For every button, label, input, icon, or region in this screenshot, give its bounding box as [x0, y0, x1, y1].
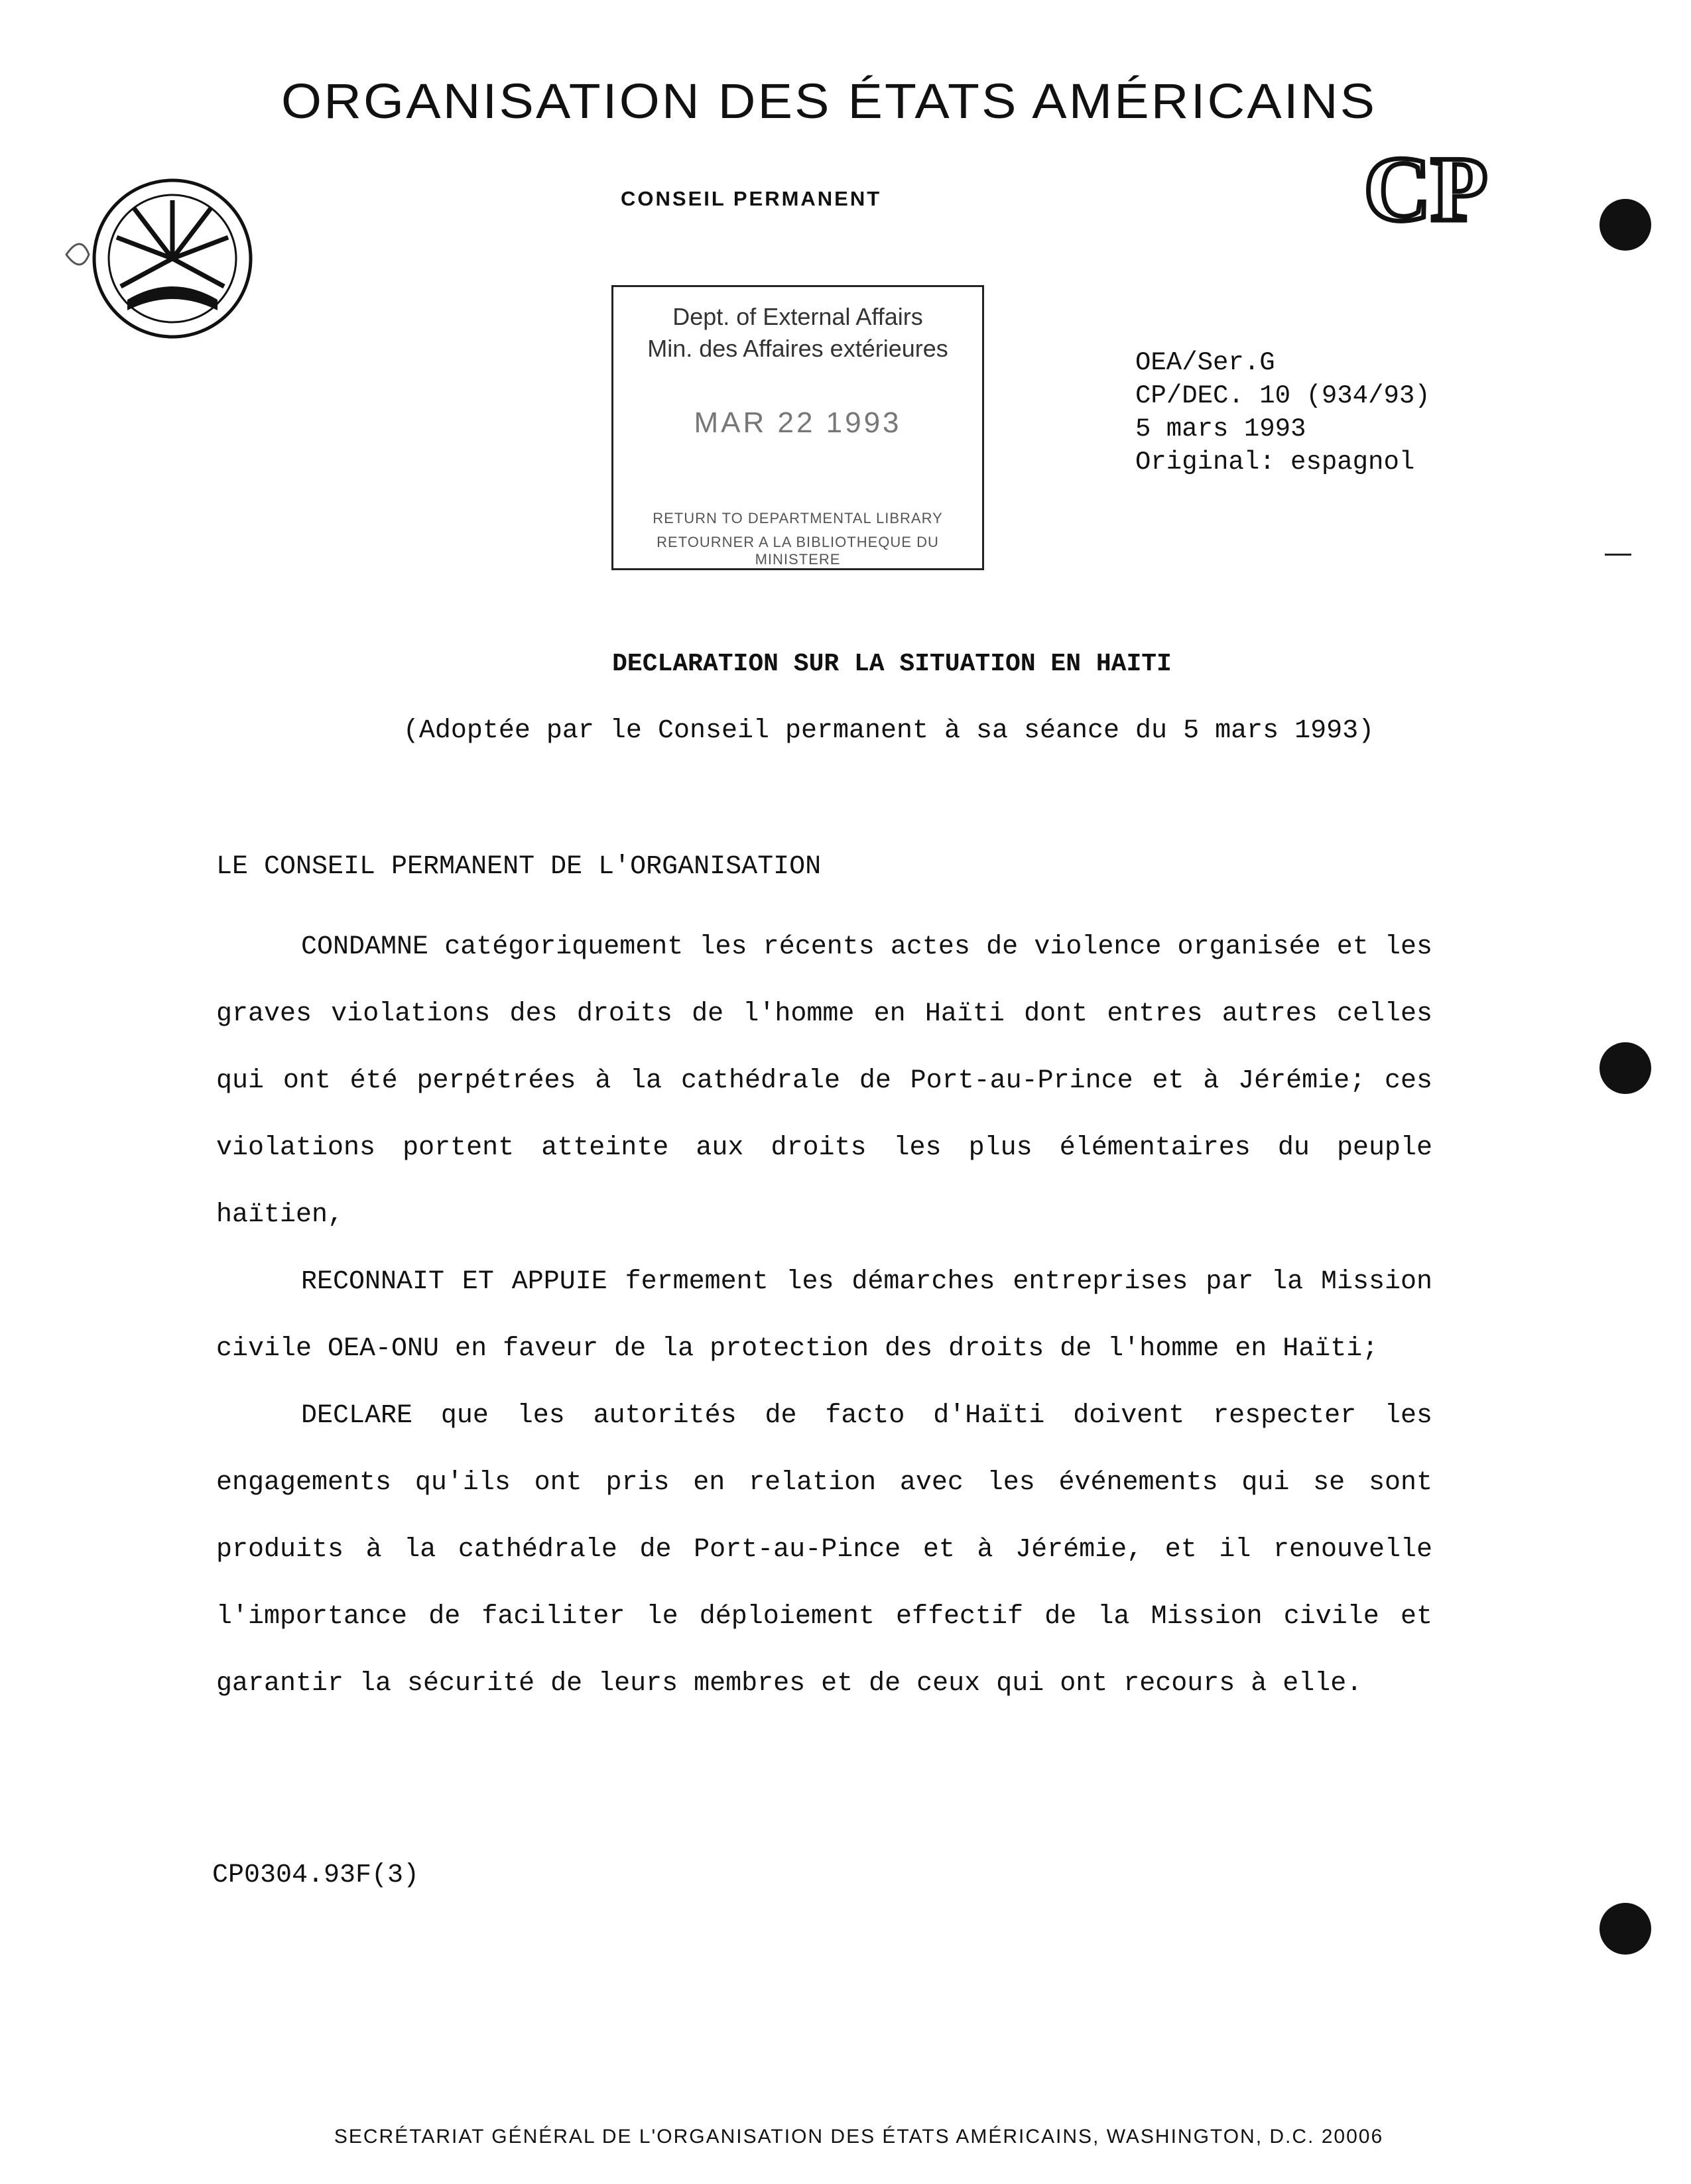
document-code: CP0304.93F(3) [212, 1860, 420, 1890]
received-stamp [611, 285, 984, 570]
paragraph-declare: DECLARE que les autorités de facto d'Haïti doivent respecter les engagements qu'ils ont pris en relation avec les événements qui se sont produits à la cathédrale de Port-au-Pince et à Jérémie, et il renouvelle l'importance de faciliter le déploiement effectif de la Mission civile et garantir la sécurité de leurs membres et de ceux qui ont recours à elle. [216, 1401, 1432, 1699]
oas-seal-logo [61, 174, 267, 346]
svg-text:CP: CP [1363, 146, 1488, 232]
declaration-body [216, 914, 1432, 1717]
council-intro: LE CONSEIL PERMANENT DE L'ORGANISATION [216, 852, 822, 882]
stamp-line-2: Min. des Affaires extérieures [647, 335, 948, 362]
stamp-line-1: Dept. of External Affairs [672, 303, 923, 330]
stamp-date: MAR 22 1993 [694, 406, 902, 439]
punch-hole [1599, 199, 1651, 251]
original-language: Original: espagnol [1135, 448, 1415, 477]
stamp-return-note-en: RETURN TO DEPARTMENTAL LIBRARY [653, 510, 943, 526]
document-title: DECLARATION SUR LA SITUATION EN HAITI [612, 650, 1172, 678]
council-heading: CONSEIL PERMANENT [621, 187, 882, 210]
punch-hole [1599, 1903, 1651, 1955]
organization-title: ORGANISATION DES ÉTATS AMÉRICAINS [281, 74, 1377, 129]
page-footer: SECRÉTARIAT GÉNÉRAL DE L'ORGANISATION DES ÉTATS AMÉRICAINS, WASHINGTON, D.C. 20006 [334, 2126, 1384, 2148]
cp-logo [1303, 146, 1548, 232]
scan-mark [1605, 554, 1631, 556]
series-ref: OEA/Ser.G [1135, 348, 1275, 377]
paragraph-reconnait: RECONNAIT ET APPUIE fermement les démarches entreprises par la Mission civile OEA-ONU en faveur de la protection des droits de l'homme en Haïti; [216, 1267, 1432, 1364]
paragraph-condamne: CONDAMNE catégoriquement les récents actes de violence organisée et les graves violations des droits de l'homme en Haïti dont entres autres celles qui ont été perpétrées à la cathédrale de Port-au-Prince et à Jérémie; ces violations portent atteinte aux droits les plus élémentaires du peuple haïtien, [216, 932, 1432, 1230]
punch-hole [1599, 1042, 1651, 1094]
document-subtitle: (Adoptée par le Conseil permanent à sa séance du 5 mars 1993) [403, 716, 1375, 746]
document-number: CP/DEC. 10 (934/93) [1135, 381, 1430, 410]
document-reference-block [1135, 346, 1430, 479]
stamp-return-note-fr: RETOURNER A LA BIBLIOTHEQUE DU MINISTERE [657, 534, 939, 568]
document-date: 5 mars 1993 [1135, 414, 1306, 444]
